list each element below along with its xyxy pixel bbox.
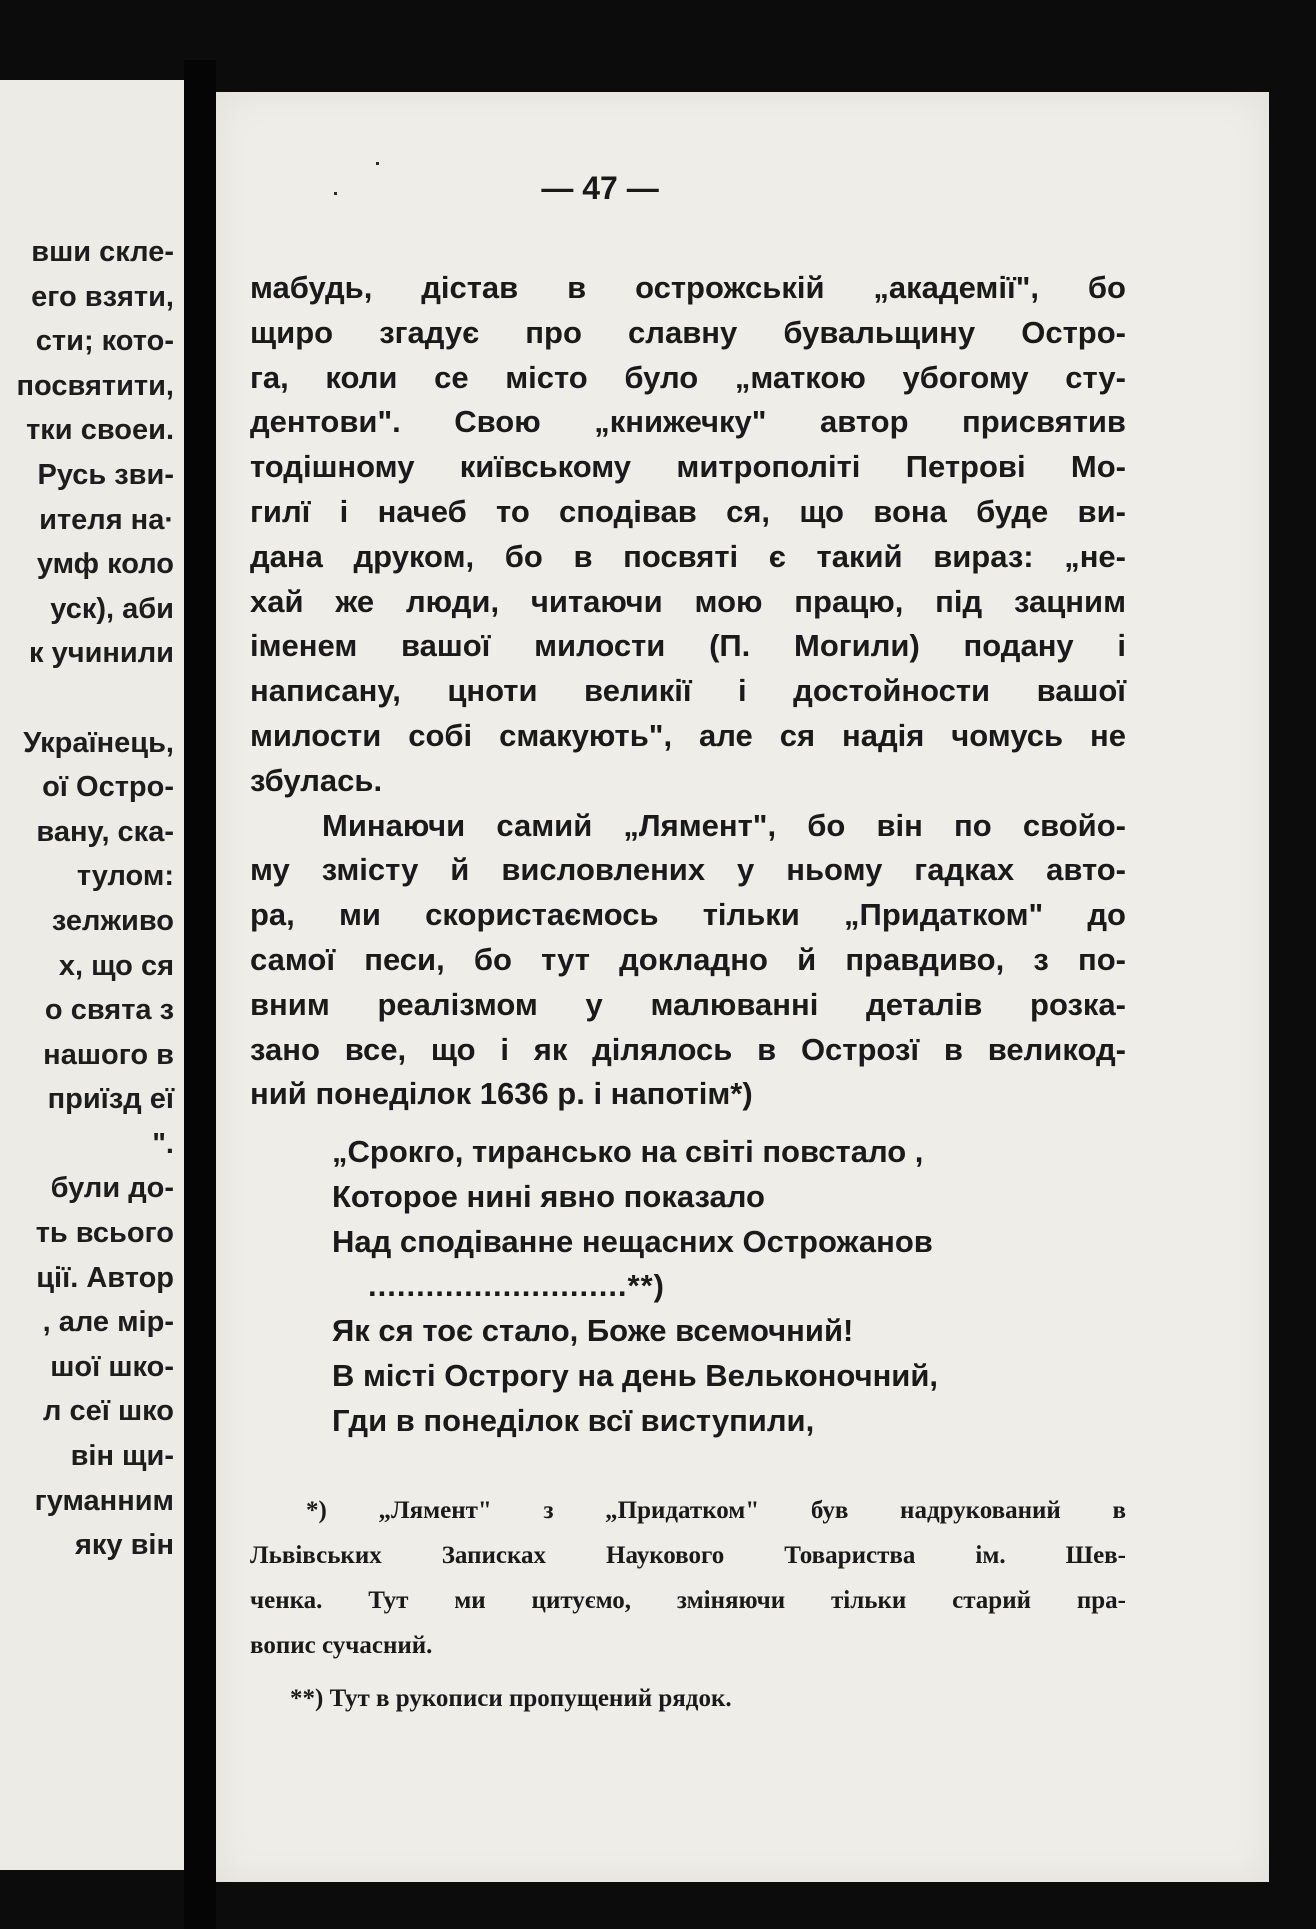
footnote-line: *) „Лямент" з „Придатком" був надрукований в (306, 1497, 1126, 1524)
previous-page-line: були до- (50, 1172, 174, 1205)
scan-speck (334, 192, 337, 195)
previous-page-line: Українець, (23, 726, 174, 759)
text-line: ний понеділок 1636 р. і напотім*) (250, 1076, 753, 1112)
footnote-line: Львівських Записках Наукового Товариства ім. Шев- (250, 1542, 1126, 1569)
footnotes (250, 1488, 1126, 1721)
text-line: хай же люди, читаючи мою працю, під зацним (250, 583, 1126, 619)
previous-page-line: вану, ска- (36, 815, 174, 848)
text-line: написану, цноти великії і достойности вашої (250, 673, 1126, 709)
text-line: збулась. (250, 762, 383, 798)
verse-line: Над сподіванне нещасних Острожанов (332, 1223, 933, 1259)
text-line: Минаючи самий „Лямент", бо він по свойо- (322, 807, 1126, 843)
previous-page-line: ". (152, 1127, 174, 1160)
previous-page-line: вши скле- (31, 236, 174, 268)
text-line: тодішному київському митрополіті Петрові Мо- (250, 449, 1126, 485)
previous-page-text (17, 230, 174, 1568)
previous-page-line: к учинили (29, 637, 174, 670)
verse-line: В місті Острогу на день Вельконочний, (332, 1357, 939, 1393)
previous-page-line: яку він (74, 1529, 174, 1562)
page-number: — 47 — (541, 170, 659, 206)
verse-line: „Срокго, тиранськo на світі повстало , (332, 1134, 924, 1169)
previous-page-fragment (0, 80, 184, 1870)
previous-page-line: гуманним (34, 1484, 174, 1517)
previous-page-line: л сеї шко (43, 1395, 174, 1428)
verse-line: Як ся тоє стало, Боже всемочний! (332, 1313, 854, 1349)
previous-page-line: , але мір- (42, 1306, 174, 1339)
previous-page-line: Русь зви- (37, 458, 174, 491)
verse-omission-line: ...........................**) (368, 1268, 665, 1304)
text-line: вним реалізмом у малюванні деталів розка- (250, 986, 1126, 1022)
text-line: самої песи, бо тут докладно й правдиво, з по- (250, 941, 1126, 977)
text-line: дентови". Свою „книжечку" автор присвятив (250, 404, 1126, 440)
previous-page-line: нашого в (43, 1038, 174, 1071)
previous-page-line: о свята з (44, 994, 174, 1027)
text-line: милости собі смакують", але ся надія чомусь не (250, 717, 1126, 753)
text-line: гилї і начеб то сподівав ся, що вона буде ви- (250, 493, 1126, 529)
previous-page-line: уск), аби (50, 592, 174, 625)
previous-page-line: сти; кото- (35, 325, 174, 358)
previous-page-line: ції. Автор (36, 1261, 174, 1294)
quoted-verse (332, 1130, 938, 1444)
verse-line: Гди в понеділок всї виступили, (332, 1402, 815, 1438)
previous-page-line: він щи- (70, 1440, 174, 1473)
previous-page-line: тулом: (76, 860, 174, 893)
text-line: ра, ми скористаємось тільки „Придатком" до (250, 897, 1126, 933)
previous-page-line: шої шко- (50, 1350, 174, 1383)
previous-page-line: ть всього (35, 1217, 174, 1250)
book-gutter (184, 60, 216, 1929)
scan-speck (376, 162, 379, 165)
previous-page-line: умф коло (36, 548, 174, 581)
previous-page-line: х, що ся (58, 949, 174, 982)
previous-page-line: приїзд еї (47, 1083, 174, 1116)
footnote-line: **) Тут в рукописи пропущений рядок. (290, 1685, 732, 1712)
previous-page-line: ої Остро- (42, 771, 174, 804)
text-line: га, коли се місто було „маткою убогому сту- (250, 359, 1126, 395)
previous-page-line: ителя на· (39, 503, 174, 536)
text-line: дана друком, бо в посвяті є такий вираз: „не- (250, 538, 1126, 574)
body-text (250, 266, 1126, 1117)
previous-page-line: его взяти, (31, 280, 174, 313)
previous-page-line: тки своеи. (26, 414, 174, 447)
verse-line: Которое нині явно показало (332, 1178, 765, 1214)
text-line: мабудь, дістав в острожській „академії", бо (250, 270, 1126, 305)
text-line: зано все, що і як ділялось в Острозї в великод- (250, 1031, 1126, 1067)
previous-page-line: посвятити, (16, 369, 174, 402)
text-line: щиро згадує про славну бувальщину Остро- (250, 314, 1126, 350)
previous-page-line: зелживо (51, 904, 174, 937)
text-line: му змісту й висловлених у ньому гадках авто- (250, 852, 1126, 888)
previous-page-line (17, 676, 174, 721)
footnote-line: ченка. Тут ми цитуємо, зміняючи тільки старий пра- (250, 1587, 1126, 1614)
footnote-line: вопис сучасний. (250, 1632, 433, 1659)
text-line: іменем вашої милости (П. Могили) подану і (250, 628, 1126, 664)
